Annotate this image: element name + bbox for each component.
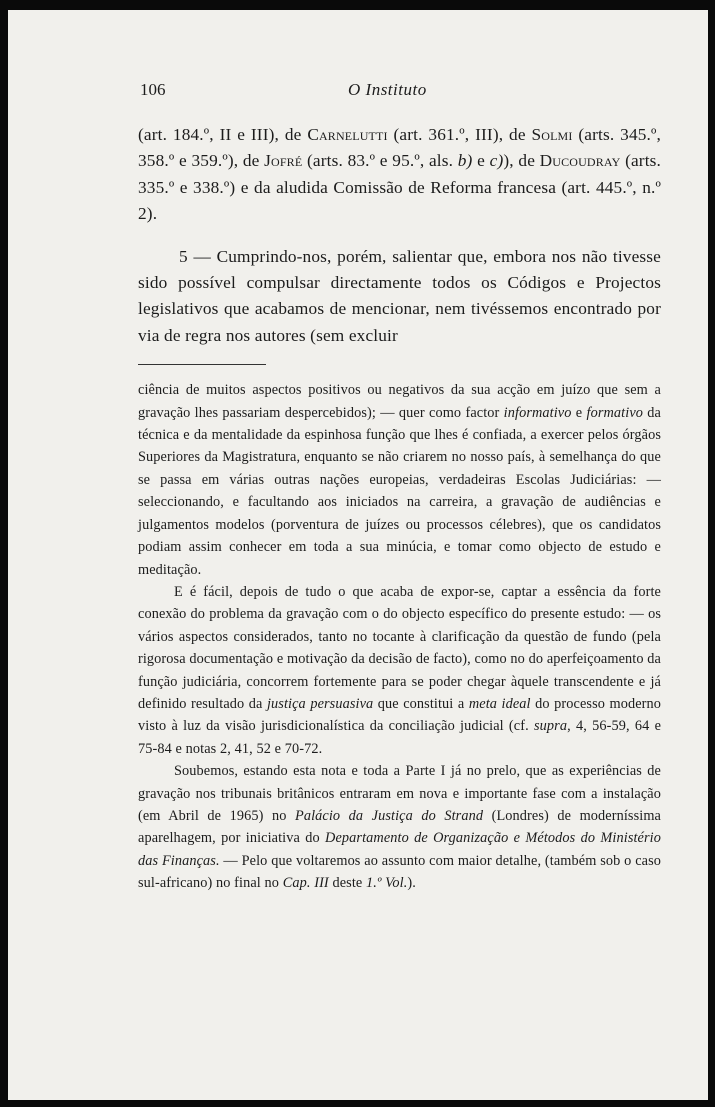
small-caps-run: II — [219, 125, 232, 144]
text-run: (arts. 83.º e 95.º, als. — [302, 151, 458, 171]
book-page — [8, 10, 708, 1100]
text-run: , 4, 56-59, 64 e 75-84 e notas 2, 41, 52 e 70-72. — [138, 718, 662, 757]
text-run: (Londres) de moderníssima aparelhagem, por iniciativa do — [138, 807, 661, 847]
text-run: e — [472, 151, 490, 171]
text-run: já no prelo, que as experiências de gravação nos tribunais britânicos entraram em nova e importante fase com a instalação (em Abril de 1965) no — [138, 763, 661, 824]
italic-run: informativo — [503, 404, 572, 421]
text-run: deste — [328, 875, 367, 892]
small-caps-run: III — [250, 125, 269, 144]
text-run: ciência de muitos aspectos positivos ou negativos da sua acção em juízo que sem a gravação lhes passariam despercebidos); — quer como factor — [138, 382, 661, 421]
italic-run: supra — [534, 718, 568, 735]
text-run: ). — [407, 875, 416, 892]
running-title: O Instituto — [348, 80, 427, 99]
italic-run: Cap. III — [282, 875, 329, 892]
continuation-paragraph — [138, 122, 661, 228]
text-run: (art. 361.º, — [387, 125, 476, 144]
italic-run: c) — [489, 151, 504, 171]
text-run: (art. 184.º, — [138, 125, 220, 144]
text-run: — Pelo que voltaremos ao assunto com maior detalhe, (também sob o caso sul-africano) no final no — [138, 852, 661, 892]
italic-run: meta ideal — [468, 695, 531, 712]
italic-run: 1.º Vol. — [366, 875, 408, 892]
footnote-paragraph — [138, 581, 661, 760]
italic-run: Palácio da Justiça do Strand — [294, 807, 484, 824]
footnote — [138, 379, 661, 894]
text-run: e — [231, 125, 251, 144]
page-body — [138, 122, 661, 895]
italic-run: Departamento de Organização e Métodos do Ministério das Finanças. — [138, 830, 661, 869]
small-caps-run: Jofré — [264, 151, 303, 171]
text-run: Soubemos, estando esta nota e toda a Parte — [174, 763, 441, 780]
page-number: 106 — [140, 80, 166, 99]
italic-run: justiça persuasiva — [266, 695, 374, 712]
small-caps-run: I — [440, 763, 446, 780]
small-caps-run: Carnelutti — [307, 125, 388, 144]
text-run: ), de — [268, 125, 308, 144]
footnote-paragraph — [138, 760, 661, 894]
text-run: (arts. 335.º e 338.º) e da aludida Comissão de Reforma francesa (art. 445.º, n.º 2). — [138, 151, 661, 224]
small-caps-run: Solmi — [531, 125, 573, 144]
paragraph-5-text: 5 — Cumprindo-nos, porém, salientar que, embora nos não tivesse sido possível compulsar directamente todos os Códigos e Projectos legislativos que acabamos de mencionar, nem tivéssemos encontrado por via de regra nos autores (sem excluir — [138, 246, 661, 345]
small-caps-run: Ducoudray — [539, 151, 621, 171]
small-caps-run: III — [475, 125, 493, 144]
text-run: ), de — [503, 151, 540, 171]
italic-run: formativo — [586, 404, 644, 421]
text-run: que constitui a — [373, 695, 469, 712]
footnote-separator — [138, 364, 266, 365]
text-run: (arts. 345.º, 358.º e 359.º), de — [138, 125, 661, 171]
text-run: do processo moderno visto à luz da visão jurisdicionalística da conciliação judicial (cf. — [138, 695, 662, 735]
text-run: da técnica e da mentalidade da espinhosa função que lhes é confiada, a exercer pelos órgãos Superiores da Magistratura, enquanto se não criarem no nosso país, à semelhança do que se passa em várias outras nações europeias, verdadeiras Escolas Judiciárias: — seleccionando, e facultando aos iniciados na carreira, a gravação de audiências e julgamentos modelos (porventura de juízes ou processos célebres), que os candidatos podiam assim conhecer em toda a sua minúcia, e tomar como objecto de estudo e meditação. — [138, 404, 661, 578]
text-run: ), de — [492, 125, 532, 144]
paragraph-5 — [138, 244, 661, 350]
text-run: e — [571, 404, 587, 421]
text-run: E é fácil, depois de tudo o que acaba de expor-se, captar a essência da forte conexão do problema da gravação com o do objecto específico do presente estudo: — os vários aspectos considerados, tanto no tocante à clarificação da questão de fundo (pela rigorosa documentação e motivação da decisão de facto), como no do aperfeiçoamento da função judiciária, concorrem fortemente para se poder chegar àquele transcendente e já definido resultado da — [138, 583, 661, 712]
italic-run: b) — [457, 151, 473, 171]
footnote-paragraph — [138, 379, 661, 581]
page-header — [140, 80, 600, 104]
